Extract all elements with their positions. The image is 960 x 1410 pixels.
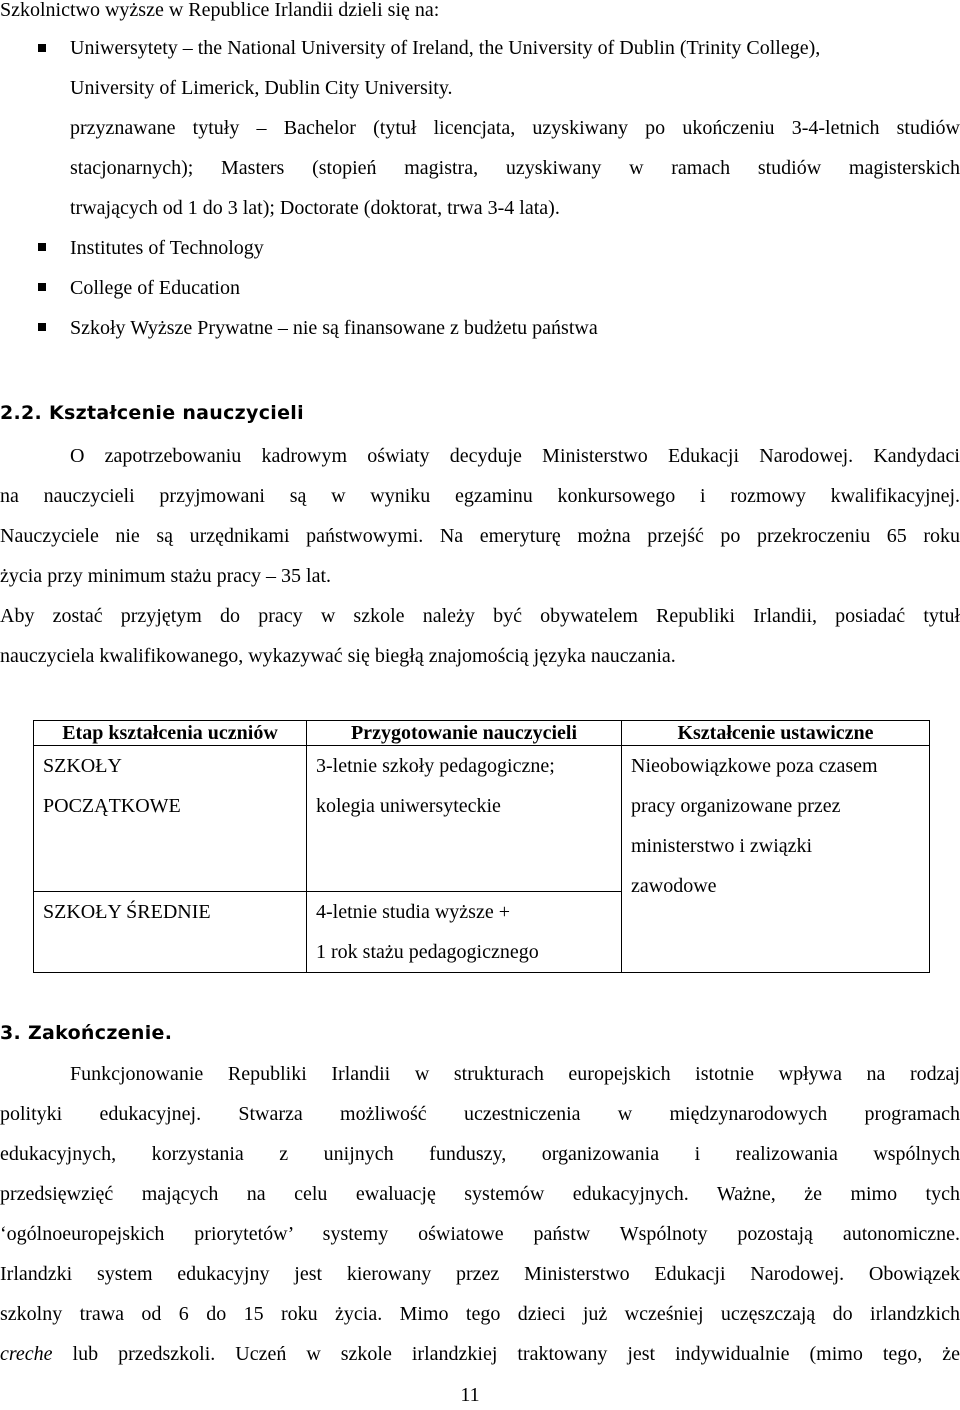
paragraph-line: edukacyjnych, korzystania z unijnych funduszy, organizowania i realizowania wspólnych — [0, 1143, 960, 1165]
table-header-cell: Kształcenie ustawiczne — [622, 721, 930, 746]
paragraph-line: przedsięwzięć mających na celu ewaluację systemów edukacyjnych. Ważne, że mimo tych — [0, 1183, 960, 1205]
list-item-line: University of Limerick, Dublin City University. — [70, 77, 453, 99]
list-item-line: Uniwersytety – the National University of Ireland, the University of Dublin (Trinity College), — [70, 37, 821, 59]
paragraph-line: życia przy minimum stażu pracy – 35 lat. — [0, 565, 332, 587]
paragraph-line — [0, 1334, 960, 1374]
paragraph-line: ‘ogólnoeuropejskich priorytetów’ systemy oświatowe państw Wspólnoty pozostają autonomiczne. — [0, 1223, 960, 1245]
cell-line: SZKOŁY — [43, 755, 122, 777]
paragraph-line: szkolny trawa od 6 do 15 roku życia. Mimo tego dzieci już wcześniej uczęszczają do irlandzkich — [0, 1303, 960, 1325]
cell-line: ministerstwo i związki — [631, 835, 813, 857]
list-item: College of Education — [70, 277, 240, 299]
cell-line: Nieobowiązkowe poza czasem — [631, 755, 878, 777]
cell-line: POCZĄTKOWE — [43, 795, 181, 817]
table-cell — [34, 892, 307, 973]
bullet-square-icon — [38, 44, 46, 52]
table-cell — [34, 746, 307, 892]
cell-line: 3-letnie szkoły pedagogiczne; — [316, 755, 555, 777]
paragraph-line: Aby zostać przyjętym do pracy w szkole należy być obywatelem Republiki Irlandii, posiadać tytuł — [0, 605, 960, 627]
cell-line: 1 rok stażu pedagogicznego — [316, 941, 539, 963]
paragraph-line: na nauczycieli przyjmowani są w wyniku egzaminu konkursowego i rozmowy kwalifikacyjnej. — [0, 485, 960, 507]
list-item-line: przyznawane tytuły – Bachelor (tytuł licencjata, uzyskiwany po ukończeniu 3-4-letnich studiów — [70, 117, 960, 139]
line-rest: lub przedszkoli. Uczeń w szkole irlandzkiej traktowany jest indywidualnie (mimo tego, że — [52, 1343, 960, 1365]
page-number: 11 — [460, 1384, 480, 1406]
teacher-training-table — [33, 720, 930, 973]
table-header-cell: Etap kształcenia uczniów — [34, 721, 307, 746]
bullet-square-icon — [38, 243, 46, 251]
table-cell — [307, 746, 622, 892]
paragraph-line: Nauczyciele nie są urzędnikami państwowymi. Na emeryturę można przejść po przekroczeniu 65 roku — [0, 525, 960, 547]
bullet-square-icon — [38, 323, 46, 331]
table-cell — [622, 746, 930, 973]
intro-text: Szkolnictwo wyższe w Republice Irlandii dzieli się na: — [0, 0, 440, 21]
bullet-square-icon — [38, 283, 46, 291]
cell-line: pracy organizowane przez — [631, 795, 841, 817]
table-cell — [307, 892, 622, 973]
list-item: Institutes of Technology — [70, 237, 264, 259]
paragraph-line: nauczyciela kwalifikowanego, wykazywać się biegłą znajomością języka nauczania. — [0, 645, 676, 667]
cell-line: kolegia uniwersyteckie — [316, 795, 501, 817]
cell-line: 4-letnie studia wyższe + — [316, 901, 510, 923]
list-item-line: trwających od 1 do 3 lat); Doctorate (doktorat, trwa 3-4 lata). — [70, 197, 560, 219]
section-heading-3: 3. Zakończenie. — [0, 1022, 173, 1044]
table-header-row — [34, 721, 930, 746]
table-row — [34, 746, 930, 892]
paragraph-line: O zapotrzebowaniu kadrowym oświaty decyduje Ministerstwo Edukacji Narodowej. Kandydaci — [70, 445, 960, 467]
cell-line: SZKOŁY ŚREDNIE — [43, 901, 211, 923]
paragraph-line: Irlandzki system edukacyjny jest kierowany przez Ministerstwo Edukacji Narodowej. Obowiązek — [0, 1263, 960, 1285]
paragraph-line: polityki edukacyjnej. Stwarza możliwość uczestniczenia w międzynarodowych programach — [0, 1103, 960, 1125]
paragraph-line: Funkcjonowanie Republiki Irlandii w strukturach europejskich istotnie wpływa na rodzaj — [70, 1063, 960, 1085]
list-item: Szkoły Wyższe Prywatne – nie są finansowane z budżetu państwa — [70, 317, 598, 339]
italic-word: creche — [0, 1343, 53, 1365]
table-header-cell: Przygotowanie nauczycieli — [307, 721, 622, 746]
section-heading-2-2: 2.2. Kształcenie nauczycieli — [0, 402, 304, 424]
cell-line: zawodowe — [631, 875, 717, 897]
list-item-line: stacjonarnych); Masters (stopień magistra, uzyskiwany w ramach studiów magisterskich — [70, 157, 960, 179]
